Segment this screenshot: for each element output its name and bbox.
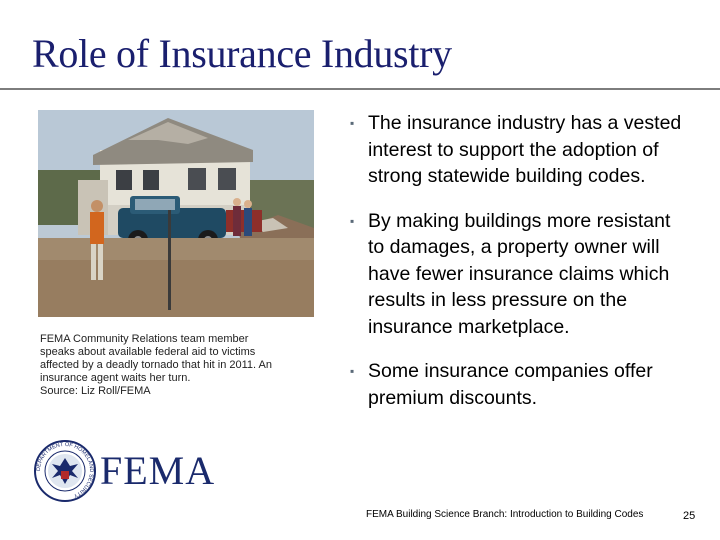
svg-text:DEPARTMENT OF HOMELAND SECURIT: DEPARTMENT OF HOMELAND SECURITY [35, 441, 95, 499]
bullet-item [349, 110, 689, 190]
bullet-item [349, 208, 689, 341]
square-bullet-icon: ▪ [350, 364, 355, 378]
bullet-text: Some insurance companies offer premium discounts. [368, 360, 653, 409]
fema-wordmark: FEMA [100, 448, 216, 493]
bullet-text: The insurance industry has a vested interest to support the adoption of strong statewide building codes. [368, 112, 682, 187]
photo-tornado-damage [38, 110, 314, 317]
slide-title: Role of Insurance Industry [32, 31, 452, 76]
caption-line: speaks about available federal aid to victims [40, 346, 256, 358]
bullet-text: By making buildings more resistant to damages, a property owner will have fewer insurance claims which results in less pressure on the insurance marketplace. [368, 209, 671, 338]
caption-line: FEMA Community Relations team member [40, 333, 249, 345]
caption-source: Source: Liz Roll/FEMA [40, 385, 151, 397]
caption-line: insurance agent waits her turn. [40, 372, 191, 384]
page-number: 25 [683, 510, 696, 522]
bullet-list [349, 110, 689, 411]
photo-caption [40, 333, 310, 398]
square-bullet-icon: ▪ [350, 116, 355, 130]
fema-logo [34, 437, 216, 503]
seal-text [34, 440, 96, 502]
title-divider [0, 88, 720, 90]
square-bullet-icon: ▪ [350, 213, 355, 228]
footer-text: FEMA Building Science Branch: Introduction to Building Codes [366, 509, 644, 520]
bullet-item [349, 358, 689, 411]
caption-line: affected by a deadly tornado that hit in 2011. An [40, 359, 272, 371]
